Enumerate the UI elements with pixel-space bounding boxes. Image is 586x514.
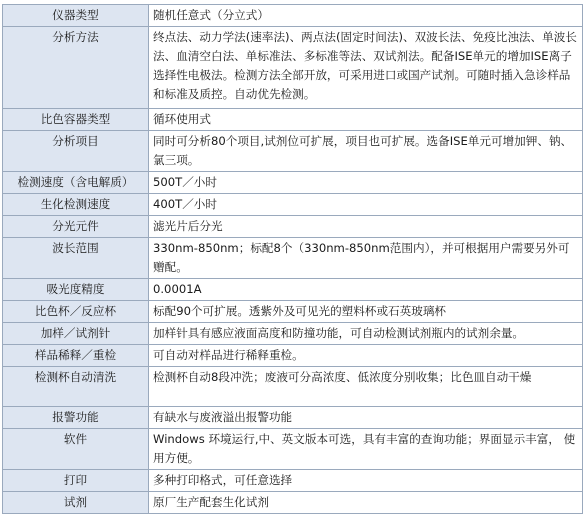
table-row xyxy=(3,301,583,323)
row-value: Windows 环境运行,中、英文版本可选，具有丰富的查询功能；界面显示丰富， 使用方便。 xyxy=(149,429,583,470)
row-value: 400T／小时 xyxy=(149,194,583,216)
row-label: 生化检测速度 xyxy=(3,194,149,216)
row-label: 软件 xyxy=(3,429,149,470)
row-label: 波长范围 xyxy=(3,238,149,279)
table-row xyxy=(3,172,583,194)
row-label: 试剂 xyxy=(3,492,149,514)
table-row xyxy=(3,429,583,470)
row-value: 有缺水与废液溢出报警功能 xyxy=(149,407,583,429)
table-row xyxy=(3,194,583,216)
row-label: 样品稀释／重检 xyxy=(3,345,149,367)
spec-table xyxy=(2,4,583,514)
row-value: 循环使用式 xyxy=(149,109,583,131)
row-label: 比色杯／反应杯 xyxy=(3,301,149,323)
row-value: 终点法、动力学法(速率法)、两点法(固定时间法)、双波长法、免疫比浊法、单波长法、血清空白法、单标准法、多标准等法、双试剂法。配备ISE单元的增加ISE离子选择性电极法。检测方法全部开放，可采用进口或国产试剂。可随时插入急诊样品和标准及质控。自动优先检测。 xyxy=(149,27,583,109)
row-label: 比色容器类型 xyxy=(3,109,149,131)
row-label: 加样／试剂针 xyxy=(3,323,149,345)
table-row xyxy=(3,238,583,279)
table-row xyxy=(3,492,583,514)
row-value: 原厂生产配套生化试剂 xyxy=(149,492,583,514)
table-row xyxy=(3,345,583,367)
table-row xyxy=(3,407,583,429)
table-row xyxy=(3,5,583,27)
row-value: 500T／小时 xyxy=(149,172,583,194)
row-value: 滤光片后分光 xyxy=(149,216,583,238)
row-label: 报警功能 xyxy=(3,407,149,429)
row-label: 检测杯自动清洗 xyxy=(3,367,149,407)
table-row xyxy=(3,470,583,492)
table-row xyxy=(3,279,583,301)
row-label: 检测速度（含电解质） xyxy=(3,172,149,194)
table-row xyxy=(3,109,583,131)
row-label: 分析项目 xyxy=(3,131,149,172)
row-value: 330nm-850nm；标配8个（330nm-850nm范围内），并可根据用户需要另外可赠配。 xyxy=(149,238,583,279)
row-value: 加样针具有感应液面高度和防撞功能，可自动检测试剂瓶内的试剂余量。 xyxy=(149,323,583,345)
row-value: 可自动对样品进行稀释重检。 xyxy=(149,345,583,367)
row-label: 打印 xyxy=(3,470,149,492)
row-label: 吸光度精度 xyxy=(3,279,149,301)
row-label: 分析方法 xyxy=(3,27,149,109)
row-label: 仪器类型 xyxy=(3,5,149,27)
table-row xyxy=(3,27,583,109)
table-row xyxy=(3,216,583,238)
table-row xyxy=(3,131,583,172)
row-value: 检测杯自动8段冲洗；废液可分高浓度、低浓度分别收集；比色皿自动干燥 xyxy=(149,367,583,407)
row-value: 标配90个可扩展。透紫外及可见光的塑料杯或石英玻璃杯 xyxy=(149,301,583,323)
row-label: 分光元件 xyxy=(3,216,149,238)
table-row xyxy=(3,323,583,345)
row-value: 随机任意式（分立式） xyxy=(149,5,583,27)
row-value: 多种打印格式，可任意选择 xyxy=(149,470,583,492)
table-row xyxy=(3,367,583,407)
row-value: 同时可分析80个项目,试剂位可扩展，项目也可扩展。选备ISE单元可增加钾、钠、氯三项。 xyxy=(149,131,583,172)
row-value: 0.0001A xyxy=(149,279,583,301)
